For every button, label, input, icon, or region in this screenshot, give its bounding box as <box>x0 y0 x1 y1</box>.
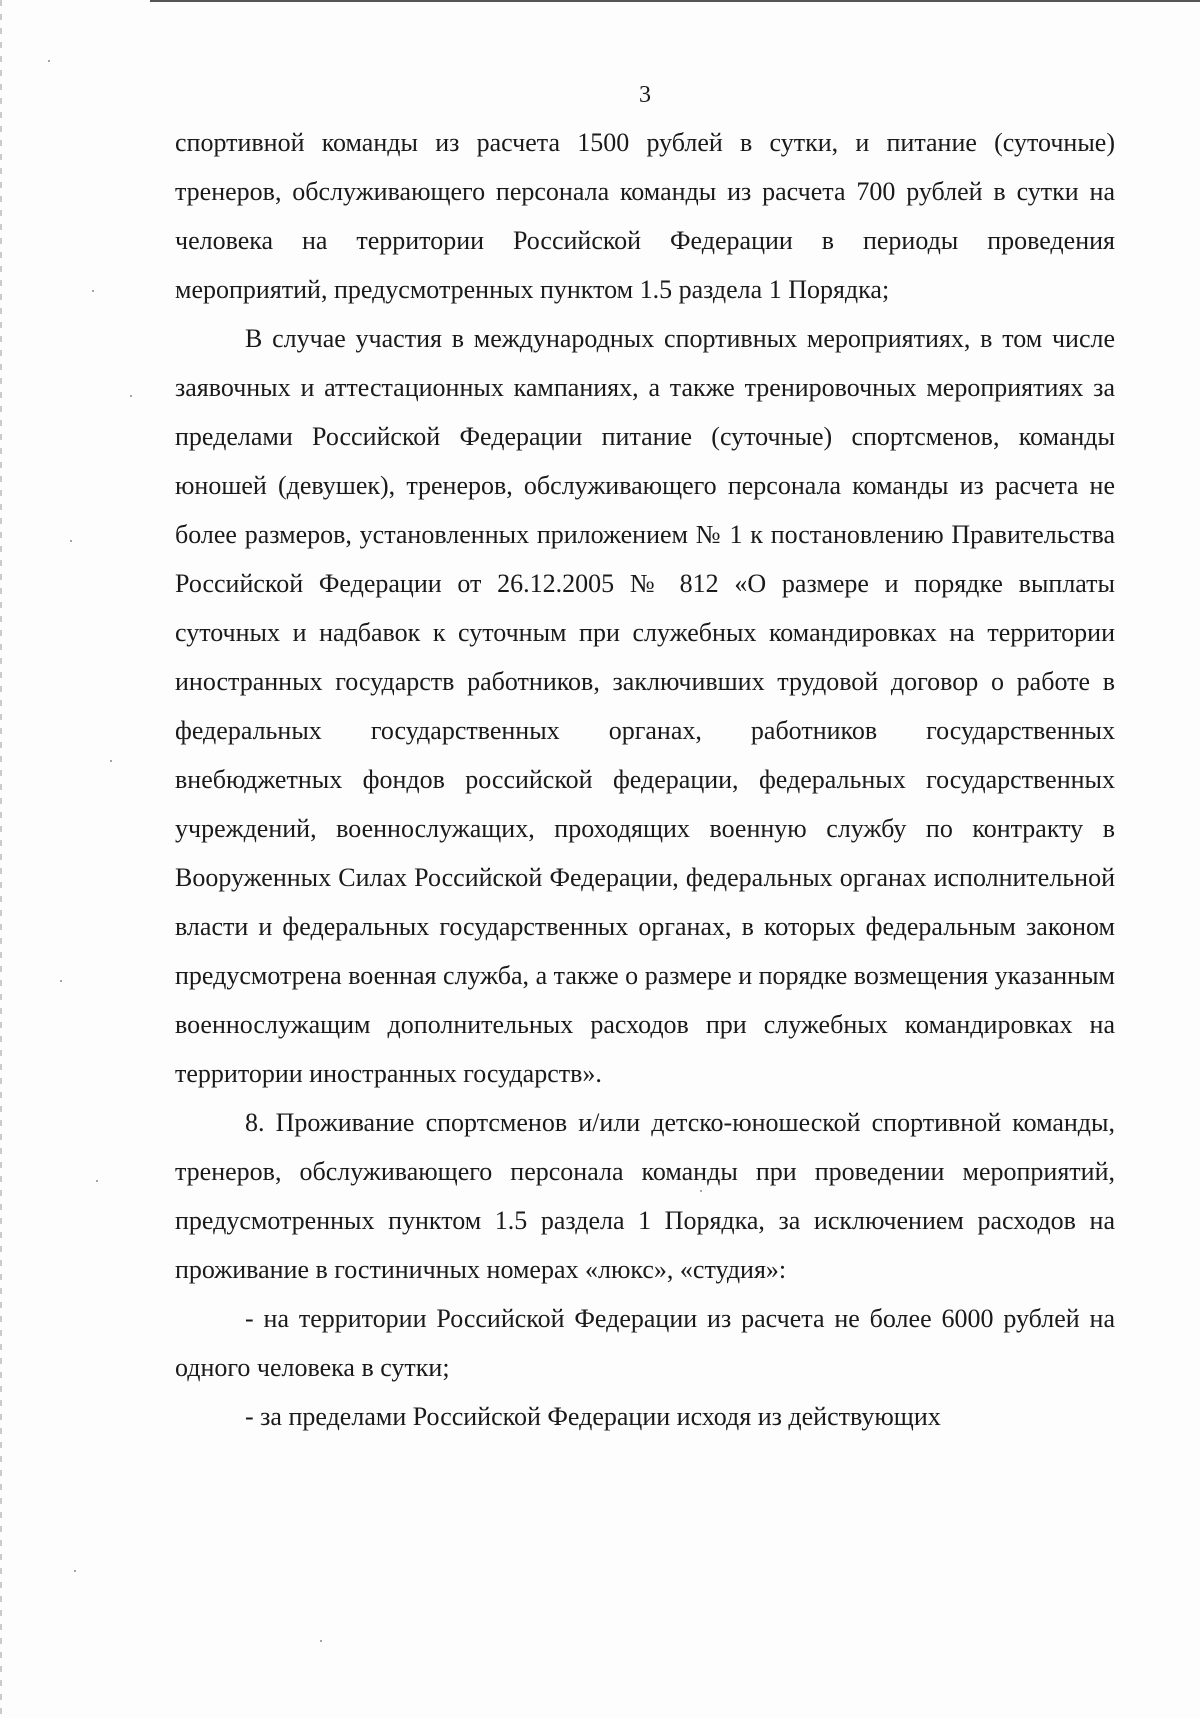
scan-speck <box>110 760 112 762</box>
paragraph-international-events: В случае участия в международных спортивных мероприятиях, в том числе заявочных и аттестационных кампаниях, а также тренировочных мероприятиях за пределами Российской Федерации питание (суточные) спортсменов, команды юношей (девушек), тренеров, обслуживающего персонала команды из расчета не более размеров, установленных приложением № 1 к постановлению Правительства Российской Федерации от 26.12.2005 № 812 «О размере и порядке выплаты суточных и надбавок к суточным при служебных командировках на территории иностранных государств работников, заключивших трудовой договор о работе в федеральных государственных органах, работников государственных внебюджетных фондов российской федерации, федеральных государственных учреждений, военнослужащих, проходящих военную службу по контракту в Вооруженных Силах Российской Федерации, федеральных органах исполнительной власти и федеральных государственных органах, в которых федеральным законом предусмотрена военная служба, а также о размере и порядке возмещения указанным военнослужащим дополнительных расходов при служебных командировках на территории иностранных государств». <box>175 324 1115 1088</box>
scan-speck <box>60 980 62 982</box>
scan-speck <box>74 1570 76 1572</box>
paragraph-item-8: 8. Проживание спортсменов и/или детско-юношеской спортивной команды, тренеров, обслуживающего персонала команды при проведении мероприятий, предусмотренных пунктом 1.5 раздела 1 Порядка, за исключением расходов на проживание в гостиничных номерах «люкс», «студия»: <box>175 1108 1115 1284</box>
paragraph-continuation: спортивной команды из расчета 1500 рублей в сутки, и питание (суточные) тренеров, обслуживающего персонала команды из расчета 700 рублей в сутки на человека на территории Российской Федерации в периоды проведения мероприятий, предусмотренных пунктом 1.5 раздела 1 Порядка; <box>175 128 1115 304</box>
page-number: 3 <box>639 82 651 108</box>
scan-speck <box>92 290 94 292</box>
scan-speck <box>96 1180 98 1182</box>
list-item-domestic: - на территории Российской Федерации из расчета не более 6000 рублей на одного человека в сутки; <box>175 1304 1115 1382</box>
list-item-abroad: - за пределами Российской Федерации исходя из действующих <box>245 1402 941 1431</box>
scan-edge-artifact <box>0 0 2 1718</box>
scan-speck <box>700 1190 702 1192</box>
scan-speck <box>48 60 50 62</box>
top-border-line <box>150 0 1200 2</box>
scan-speck <box>70 540 72 542</box>
scan-speck <box>130 395 132 397</box>
scan-speck <box>320 1640 322 1642</box>
document-body <box>175 118 1115 1441</box>
